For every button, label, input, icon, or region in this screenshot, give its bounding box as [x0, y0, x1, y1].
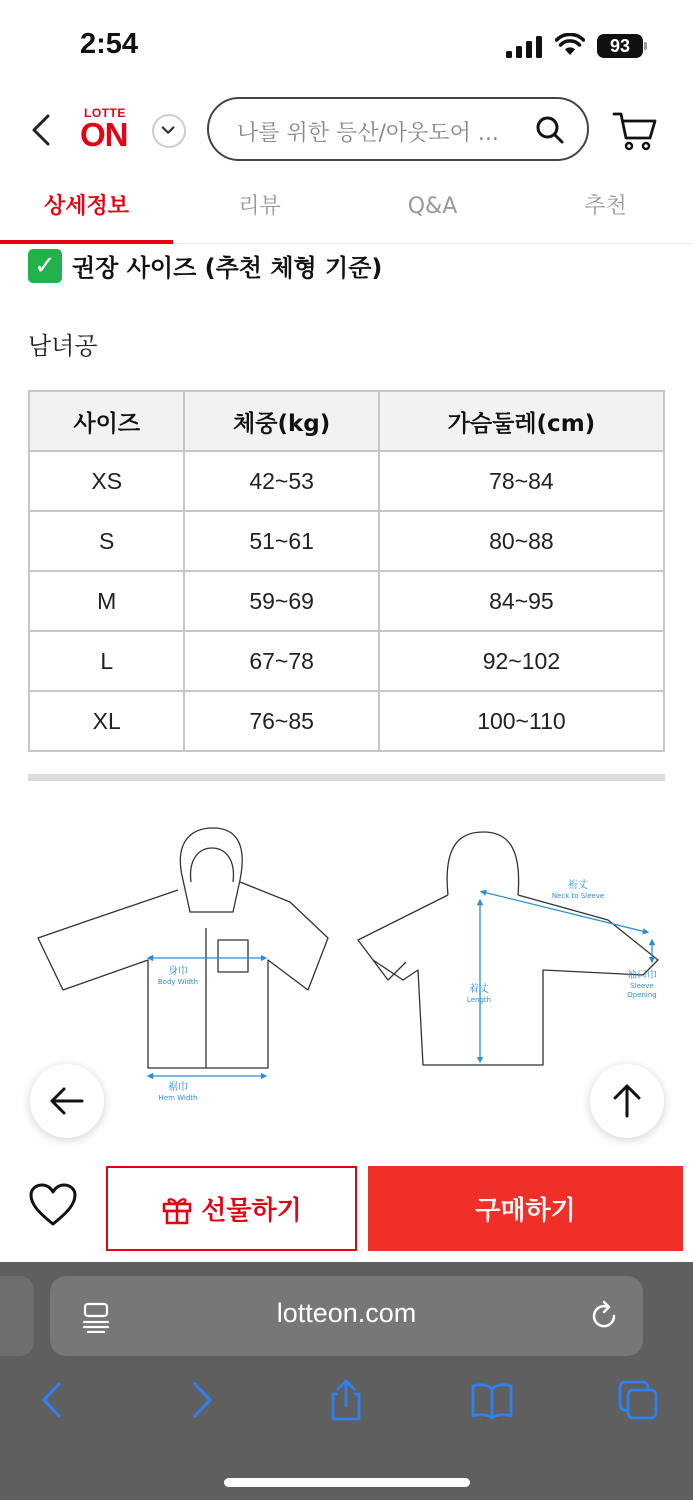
column-header: 사이즈	[29, 391, 184, 451]
body-width-label-en: Body Width	[157, 978, 199, 986]
column-header: 체중(kg)	[184, 391, 378, 451]
weight-cell: 76~85	[184, 691, 378, 751]
length-label-cn: 着丈	[469, 984, 489, 995]
back-hood	[447, 832, 518, 895]
jacket-measurement-diagram	[28, 820, 668, 1120]
buy-button-label: 구매하기	[475, 1196, 576, 1226]
tabs-icon[interactable]	[616, 1378, 660, 1422]
arrow-left-icon	[30, 1064, 104, 1138]
chevron-down-icon[interactable]	[152, 114, 186, 148]
weight-cell: 67~78	[184, 631, 378, 691]
table-row	[29, 571, 664, 631]
table-row	[29, 691, 664, 751]
gender-subtitle: 남녀공	[28, 332, 98, 360]
status-time: 2:54	[80, 28, 139, 60]
battery-indicator: 93	[597, 34, 643, 58]
gift-button[interactable]	[106, 1166, 357, 1251]
tab-details[interactable]: 상세정보	[43, 194, 129, 219]
size-cell: XS	[29, 451, 184, 511]
size-table	[28, 390, 665, 752]
purchase-bar	[0, 1150, 693, 1262]
logo-on-text: ON	[80, 116, 128, 153]
share-icon[interactable]	[324, 1378, 368, 1422]
table-row	[29, 511, 664, 571]
sleeve-opening-label-cn: 袖口巾	[627, 970, 657, 981]
front-chest-pocket	[218, 940, 248, 972]
section-title-text: 권장 사이즈 (추천 체형 기준)	[72, 254, 383, 282]
prev-button[interactable]	[30, 1064, 104, 1138]
search-input[interactable]	[207, 97, 589, 161]
url-text: lotteon.com	[276, 1298, 417, 1328]
home-indicator	[224, 1478, 470, 1487]
previous-tab-preview[interactable]	[0, 1276, 34, 1356]
cellular-signal-icon	[506, 36, 544, 58]
back-chevron-icon[interactable]	[22, 110, 62, 150]
neck-to-sleeve-label-cn: 裄丈	[568, 880, 588, 891]
search-placeholder: 나를 위한 등산/아웃도어 ...	[237, 121, 499, 146]
table-row	[29, 631, 664, 691]
chest-cell: 84~95	[379, 571, 664, 631]
browser-forward-icon[interactable]	[180, 1378, 224, 1422]
search-icon[interactable]	[535, 115, 565, 145]
size-cell: M	[29, 571, 184, 631]
hem-width-label-en: Hem Width	[158, 1094, 198, 1102]
wifi-icon	[555, 33, 585, 57]
bookmarks-icon[interactable]	[470, 1378, 514, 1422]
neck-to-sleeve-label-en: Neck to Sleeve	[551, 892, 605, 900]
tab-reviews[interactable]: 리뷰	[238, 194, 281, 219]
hem-width-label-cn: 裾巾	[168, 1082, 188, 1093]
tab-qna[interactable]: Q&A	[407, 194, 458, 219]
table-header-row	[29, 391, 664, 451]
active-tab-indicator	[0, 240, 173, 244]
size-cell: XL	[29, 691, 184, 751]
browser-back-icon[interactable]	[30, 1378, 74, 1422]
weight-cell: 59~69	[184, 571, 378, 631]
arrow-up-icon	[590, 1064, 664, 1138]
check-mark-icon: ✓	[28, 249, 62, 283]
length-label-en: Length	[466, 996, 492, 1004]
sleeve-opening-label-en-1: Sleeve	[630, 982, 654, 990]
cart-icon[interactable]	[612, 110, 658, 152]
lotte-on-logo[interactable]	[80, 106, 140, 158]
tab-recommend[interactable]: 추천	[584, 194, 627, 219]
front-face-opening	[191, 848, 234, 882]
gift-icon	[161, 1193, 193, 1225]
address-bar[interactable]	[50, 1276, 643, 1356]
weight-cell: 51~61	[184, 511, 378, 571]
chest-cell: 100~110	[379, 691, 664, 751]
chest-cell: 92~102	[379, 631, 664, 691]
reload-icon[interactable]	[590, 1300, 620, 1332]
column-header: 가슴둘레(cm)	[379, 391, 664, 451]
detail-tabs	[0, 176, 693, 244]
app-header	[0, 92, 693, 176]
browser-toolbar	[0, 1262, 693, 1500]
scroll-top-button[interactable]	[590, 1064, 664, 1138]
size-cell: L	[29, 631, 184, 691]
chest-cell: 80~88	[379, 511, 664, 571]
battery-nub	[644, 42, 647, 50]
size-cell: S	[29, 511, 184, 571]
body-width-label-cn: 身巾	[168, 966, 188, 977]
back-body	[358, 895, 658, 1065]
logo-lotte-text: LOTTE	[84, 106, 126, 120]
section-title	[28, 248, 382, 283]
table-row	[29, 451, 664, 511]
heart-icon[interactable]	[28, 1182, 78, 1228]
status-bar	[0, 0, 693, 92]
weight-cell: 42~53	[184, 451, 378, 511]
chest-cell: 78~84	[379, 451, 664, 511]
gift-button-label: 선물하기	[201, 1196, 302, 1226]
sleeve-opening-label-en-2: Opening	[627, 991, 657, 999]
section-divider	[28, 774, 665, 781]
buy-button[interactable]	[368, 1166, 683, 1251]
